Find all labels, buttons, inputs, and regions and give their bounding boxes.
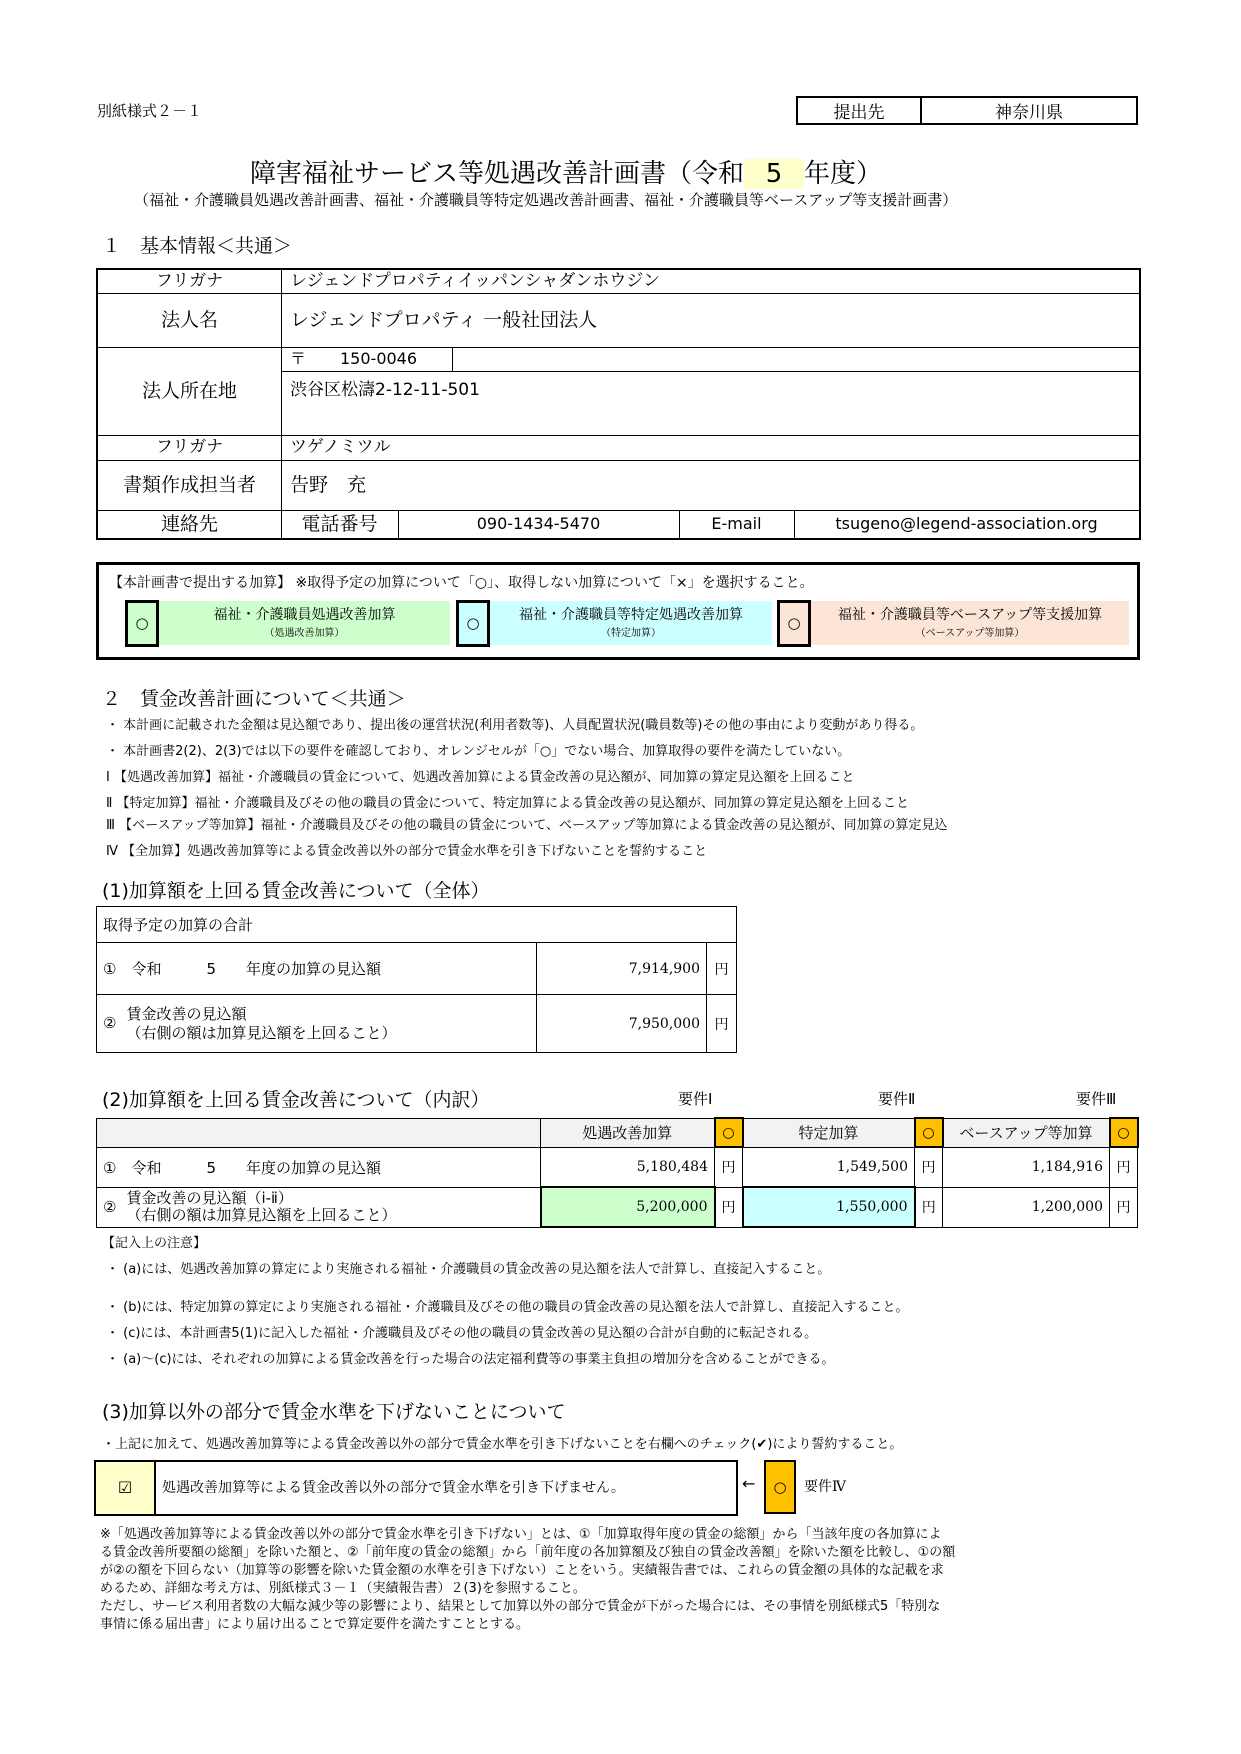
section1-heading: １ 基本情報＜共通＞: [102, 235, 293, 257]
email-value[interactable]: tsugeno@legend-association.org: [835, 514, 1098, 533]
sub2-row2-value-1[interactable]: 5,200,000: [541, 1187, 715, 1227]
req4-label: 要件Ⅳ: [804, 1479, 846, 1495]
sub3-footnote: ※「処遇改善加算等による賃金改善以外の部分で賃金水準を引き下げない」とは、①「加算取得年度の賃金の総額」から「当該年度の各加算によ る賃金改善所要額の総額」を除いた額と、②「前年度の賃金の総額」から「前年度の各加算額及び独自の賃金改善額」を除いた額を比較し、①の額 が②の額を下回らない（加算等の影響を除いた賃金額の水準を引き下げない）ことをいう。実績報告書では、これらの賃金額の具体的な記載を求 めるため、詳細な考え方は、別紙様式３－１（実績報告書）２(3)を参照すること。 ただし、サービス利用者数の大幅な減少等の影響により、結果として加算以外の部分で賃金が下がった場合には、その事情を別紙様式5「特別な 事情に係る届出書」により届け出ることで算定要件を満たすこととする。: [100, 1527, 956, 1632]
tel-label: 電話番号: [301, 513, 378, 535]
addition2-label: 福祉・介護職員等特定処遇改善加算: [519, 607, 743, 623]
note-1: ・ (a)には、処遇改善加算の算定により実施される福祉・介護職員の賃金改善の見込額を法人で計算し、直接記入すること。: [106, 1262, 831, 1277]
sub1-table: [96, 906, 737, 1053]
tel-value[interactable]: 090-1434-5470: [476, 514, 601, 533]
addition1-cell: [159, 601, 450, 645]
addition3-sub: （ベースアップ等加算）: [915, 628, 1025, 639]
sub2-row2-label-cell: ② 賃金改善の見込額（ⅰ-ⅱ） （右側の額は加算見込額を上回ること）: [97, 1187, 541, 1227]
submit-value[interactable]: 神奈川県: [921, 97, 1137, 124]
submit-destination-table: [796, 96, 1138, 125]
section2-bullet-2: ・ 本計画書2(2)、2(3)では以下の要件を確認しており、オレンジセルが「○」でない場合、加算取得の要件を満たしていない。: [106, 744, 851, 759]
sub2-row2-unit-3: 円: [1110, 1187, 1138, 1227]
addition1-mark[interactable]: ○: [125, 600, 159, 647]
title-year[interactable]: 5: [744, 159, 804, 189]
sub2-row1-unit-3: 円: [1110, 1147, 1138, 1187]
sub2-row1-value-2[interactable]: 1,549,500: [743, 1147, 915, 1187]
sub1-row2-label-cell: ② 賃金改善の見込額 （右側の額は加算見込額を上回ること）: [97, 995, 537, 1053]
sub3-heading: (3)加算以外の部分で賃金水準を下げないことについて: [102, 1401, 566, 1423]
note-3: ・ (c)には、本計画書5(1)に記入した福祉・介護職員及びその他の職員の賃金改善の見込額の合計が自動的に転記される。: [106, 1326, 818, 1341]
addition1-sub: （処遇改善加算）: [264, 628, 345, 639]
corp-name-label: 法人名: [160, 309, 218, 331]
arrow-icon: ←: [742, 1474, 756, 1493]
bullet-text: 本計画書2(2)、2(3)では以下の要件を確認しており、オレンジセルが「○」でない場合、加算取得の要件を満たしていない。: [123, 744, 851, 759]
requirement-3: Ⅲ 【ベースアップ等加算】福祉・介護職員及びその他の職員の賃金について、ベースアップ等加算による賃金改善の見込額が、同加算の算定見込: [106, 818, 948, 833]
requirement-1: Ⅰ 【処遇改善加算】福祉・介護職員の賃金について、処遇改善加算による賃金改善の見込額が、同加算の算定見込額を上回ること: [106, 770, 855, 785]
req1-label: 要件Ⅰ: [678, 1090, 713, 1108]
addition3-mark[interactable]: ○: [777, 600, 811, 647]
requirement-2: Ⅱ 【特定加算】福祉・介護職員及びその他の職員の賃金について、特定加算による賃金改善の見込額が、同加算の算定見込額を上回ること: [106, 796, 910, 811]
furigana2-value[interactable]: ツゲノミツル: [290, 437, 391, 457]
sub3-intro: ・上記に加えて、処遇改善加算等による賃金改善以外の部分で賃金水準を引き下げないことを右欄へのチェック(✔)により誓約すること。: [102, 1437, 903, 1452]
sub1-row1-label-cell: ① 令和 5 年度の加算の見込額: [97, 943, 537, 995]
sub1-row1-value[interactable]: 7,914,900: [537, 943, 707, 995]
person-value[interactable]: 告野 充: [290, 474, 367, 496]
contact-label: 連絡先: [160, 513, 218, 535]
postal-mark: 〒: [290, 349, 307, 368]
postal-code[interactable]: 150-0046: [340, 349, 418, 368]
email-label: E-mail: [711, 514, 762, 533]
pledge-check[interactable]: ☑: [96, 1462, 156, 1514]
addition3-cell: [811, 601, 1129, 645]
sub1-table-title: 取得予定の加算の合計: [97, 907, 737, 943]
sub1-heading: (1)加算額を上回る賃金改善について（全体）: [102, 880, 490, 902]
additions-box: [96, 562, 1140, 660]
title-suffix: 年度）: [804, 159, 883, 189]
page-title: [250, 153, 882, 190]
sub2-row1-unit-2: 円: [915, 1147, 943, 1187]
basic-info-table: [96, 268, 1141, 540]
addition1-label: 福祉・介護職員処遇改善加算: [213, 607, 396, 623]
furigana-label: フリガナ: [155, 271, 224, 291]
notes-heading: 【記入上の注意】: [102, 1236, 207, 1251]
req3-label: 要件Ⅲ: [1076, 1090, 1117, 1108]
corp-name-value[interactable]: レジェンドプロパティ 一般社団法人: [290, 309, 598, 331]
person-label: 書類作成担当者: [122, 474, 256, 496]
pledge-text: 処遇改善加算等による賃金改善以外の部分で賃金水準を引き下げません。: [162, 1480, 625, 1496]
addition3-label: 福祉・介護職員等ベースアップ等支援加算: [837, 607, 1103, 623]
address-label: 法人所在地: [141, 380, 237, 402]
note-4: ・ (a)～(c)には、それぞれの加算による賃金改善を行った場合の法定福利費等の事業主負担の増加分を含めることができる。: [106, 1352, 835, 1367]
sub2-row2-unit-2: 円: [915, 1187, 943, 1227]
bullet-text: 本計画に記載された金額は見込額であり、提出後の運営状況(利用者数等)、人員配置状況(職員数等)その他の事由により変動があり得る。: [123, 718, 924, 733]
sub2-row1-value-1[interactable]: 5,180,484: [541, 1147, 715, 1187]
note-2: ・ (b)には、特定加算の算定により実施される福祉・介護職員及びその他の職員の賃金改善の見込額を法人で計算し、直接記入すること。: [106, 1300, 909, 1315]
sub2-heading: (2)加算額を上回る賃金改善について（内訳）: [102, 1089, 490, 1111]
req2-label: 要件Ⅱ: [878, 1090, 916, 1108]
form-number: 別紙様式２－１: [97, 102, 203, 120]
submit-label: 提出先: [797, 97, 921, 124]
sub1-row2-value[interactable]: 7,950,000: [537, 995, 707, 1053]
sub2-col3: ベースアップ等加算: [943, 1118, 1110, 1147]
sub2-col1-mark[interactable]: ○: [715, 1118, 743, 1147]
sub2-col3-mark[interactable]: ○: [1110, 1118, 1138, 1147]
requirement-4: Ⅳ 【全加算】処遇改善加算等による賃金改善以外の部分で賃金水準を引き下げないことを誓約すること: [106, 844, 708, 859]
title-prefix: 障害福祉サービス等処遇改善計画書（令和: [250, 159, 745, 189]
sub2-row1-unit-1: 円: [715, 1147, 743, 1187]
additions-heading: 【本計画書で提出する加算】 ※取得予定の加算について「○」、取得しない加算について「×」を選択すること。: [109, 575, 814, 591]
addition2-cell: [490, 601, 772, 645]
furigana2-label: フリガナ: [155, 437, 224, 457]
sub2-col1: 処遇改善加算: [541, 1118, 715, 1147]
sub2-table: [96, 1117, 1139, 1228]
furigana-value[interactable]: レジェンドプロパティイッパンシャダンホウジン: [290, 271, 661, 291]
sub2-row1-value-3[interactable]: 1,184,916: [943, 1147, 1110, 1187]
section2-heading: ２ 賃金改善計画について＜共通＞: [102, 688, 406, 710]
req4-mark[interactable]: ○: [764, 1460, 796, 1514]
sub2-row2-unit-1: 円: [715, 1187, 743, 1227]
section2-bullet-1: ・ 本計画に記載された金額は見込額であり、提出後の運営状況(利用者数等)、人員配置状況(職員数等)その他の事由により変動があり得る。: [106, 718, 924, 733]
sub2-col2-mark[interactable]: ○: [915, 1118, 943, 1147]
addition2-mark[interactable]: ○: [456, 600, 490, 647]
sub1-row2-unit: 円: [707, 995, 737, 1053]
page-subtitle: （福祉・介護職員処遇改善計画書、福祉・介護職員等特定処遇改善計画書、福祉・介護職員等ベースアップ等支援計画書）: [134, 191, 958, 209]
sub2-row1-label-cell: ① 令和 5 年度の加算の見込額: [97, 1147, 541, 1187]
addition2-sub: （特定加算）: [601, 628, 661, 639]
sub2-row2-value-2[interactable]: 1,550,000: [743, 1187, 915, 1227]
sub2-col2: 特定加算: [743, 1118, 915, 1147]
sub2-row2-value-3[interactable]: 1,200,000: [943, 1187, 1110, 1227]
pledge-box: [94, 1460, 738, 1516]
sub2-header-blank: [97, 1118, 541, 1147]
sub1-row1-unit: 円: [707, 943, 737, 995]
address-value[interactable]: 渋谷区松濤2-12-11-501: [290, 380, 480, 400]
